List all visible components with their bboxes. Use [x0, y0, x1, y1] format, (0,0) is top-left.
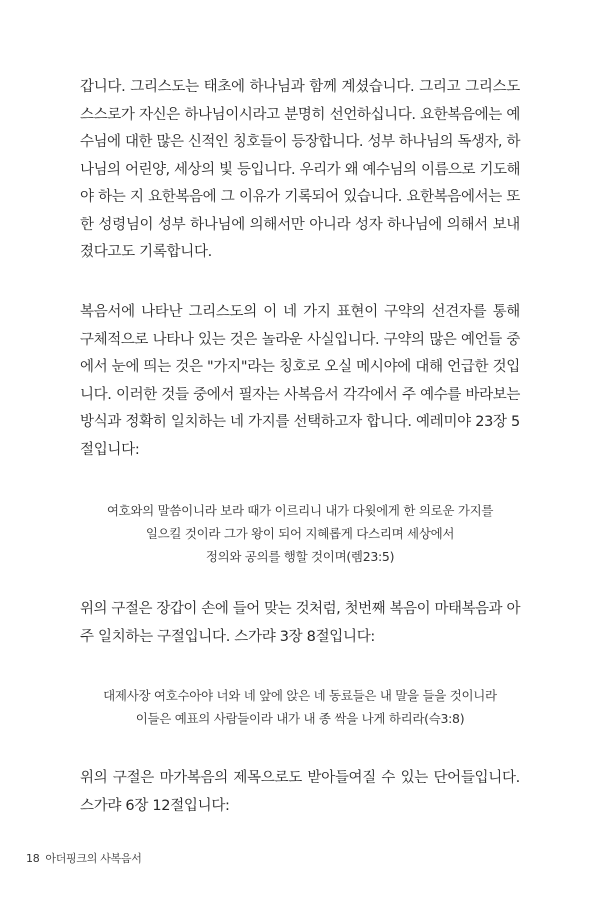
- quote-line: 정의와 공의를 행할 것이며(렘23:5): [205, 549, 395, 564]
- text-line: 졌다고도 기록합니다.: [80, 244, 212, 260]
- body-paragraph-1: [80, 74, 520, 267]
- text-line: 주 일치하는 구절입니다. 스가랴 3장 8절입니다:: [80, 628, 376, 645]
- text-line: 수님에 대한 많은 신적인 칭호들이 등장합니다. 성부 하나님의 독생자, 하: [80, 134, 520, 150]
- text-line: 갑니다. 그리스도는 태초에 하나님과 함께 계셨습니다. 그리고 그리스도: [80, 79, 520, 95]
- text-line: 방식과 정확히 일치하는 네 가지를 선택하고자 합니다. 예레미야 23장 5: [80, 414, 520, 430]
- page-footer: [26, 850, 142, 866]
- quote-line: 대제사장 여호수아야 너와 네 앞에 앉은 네 동료들은 내 말을 들을 것이니라: [103, 688, 497, 703]
- text-line: 에서 눈에 띄는 것은 "가지"라는 칭호로 오실 메시야에 대해 언급한 것입: [80, 359, 520, 375]
- text-line: 한 성령님이 성부 하나님에 의해서만 아니라 성자 하나님에 의해서 보내: [80, 216, 520, 233]
- body-paragraph-2: [80, 299, 520, 464]
- body-paragraph-4: [80, 765, 520, 820]
- quote-line: 여호와의 말씀이니라 보라 때가 이르리니 내가 다윗에게 한 의로운 가지를: [106, 503, 494, 518]
- body-paragraph-3: [80, 596, 520, 651]
- text-line: 스스로가 자신은 하나님이시라고 분명히 선언하십니다. 요한복음에는 예: [80, 106, 520, 123]
- text-line: 복음서에 나타난 그리스도의 이 네 가지 표현이 구약의 선견자를 통해: [80, 304, 520, 320]
- text-line: 니다. 이러한 것들 중에서 필자는 사복음서 각각에서 주 예수를 바라보는: [80, 386, 520, 403]
- quote-line: 일으킬 것이라 그가 왕이 되어 지혜롭게 다스리며 세상에서: [145, 526, 455, 541]
- scripture-quote-2: [80, 684, 520, 730]
- text-line: 나님의 어린양, 세상의 빛 등입니다. 우리가 왜 예수님의 이름으로 기도해: [80, 161, 520, 178]
- text-line: 스가랴 6장 12절입니다:: [80, 797, 230, 814]
- scripture-quote-1: [80, 499, 520, 568]
- text-line: 야 하는 지 요한복음에 그 이유가 기록되어 있습니다. 요한복음에서는 또: [80, 189, 520, 205]
- page-number: 18: [26, 852, 40, 865]
- running-title: 아더핑크의 사복음서: [45, 852, 142, 865]
- text-line: 위의 구절은 장갑이 손에 들어 맞는 것처럼, 첫번째 복음이 마태복음과 아: [80, 601, 520, 617]
- text-line: 구체적으로 나타나 있는 것은 놀라운 사실입니다. 구약의 많은 예언들 중: [80, 331, 520, 348]
- text-line: 위의 구절은 마가복음의 제목으로도 받아들여질 수 있는 단어들입니다.: [80, 770, 520, 786]
- quote-line: 이들은 예표의 사람들이라 내가 내 종 싹을 나게 하리라(슥3:8): [135, 711, 465, 726]
- text-line: 절입니다:: [80, 441, 140, 458]
